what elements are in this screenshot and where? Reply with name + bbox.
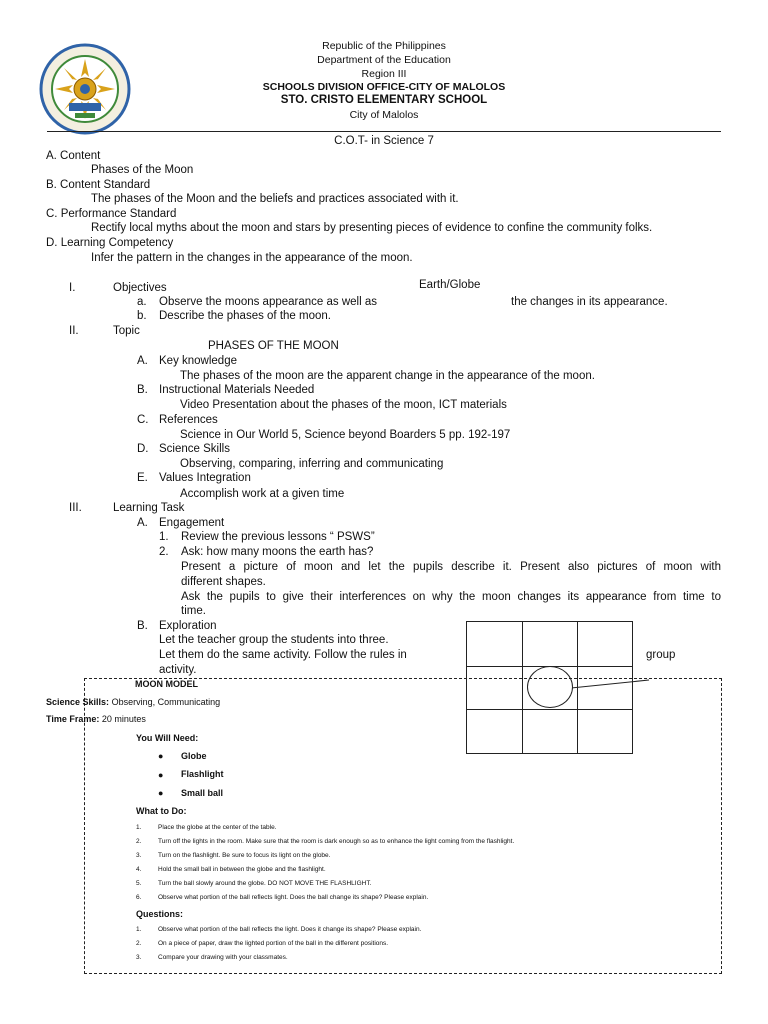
engagement-label: Engagement <box>159 517 225 529</box>
exploration-line-3: activity. <box>159 664 197 676</box>
objectives-number: I. <box>69 282 76 294</box>
exploration-line-2: Let them do the same activity. Follow the rules in <box>159 649 407 661</box>
content-standard-label: B. Content Standard <box>46 179 151 191</box>
header-rule <box>47 131 721 132</box>
performance-standard-text: Rectify local myths about the moon and stars by presenting pieces of evidence to confine the community folks. <box>91 222 653 234</box>
science-skills-number: D. <box>137 443 149 455</box>
engagement-paragraph-1: Present a picture of moon and let the pupils describe it. Present also pictures of moon with <box>181 561 721 573</box>
topic-heading: PHASES OF THE MOON <box>208 340 339 352</box>
engagement-2-text: Ask: how many moons the earth has? <box>181 546 374 558</box>
need-item-globe: Globe <box>181 751 207 761</box>
earth-globe-label: Earth/Globe <box>419 279 481 291</box>
step-number: 5. <box>136 880 142 887</box>
need-bullet-1: ● <box>158 751 164 761</box>
question-number: 2. <box>136 940 142 947</box>
materials-text: Video Presentation about the phases of the moon, ICT materials <box>180 399 507 411</box>
references-text: Science in Our World 5, Science beyond Boarders 5 pp. 192-197 <box>180 429 511 441</box>
objective-b-text: Describe the phases of the moon. <box>159 310 331 322</box>
engagement-paragraph-2-end: time. <box>181 605 206 617</box>
step-item: Hold the small ball in between the globe and the flashlight. <box>158 866 326 873</box>
learning-task-number: III. <box>69 502 82 514</box>
need-item-small-ball: Small ball <box>181 788 224 798</box>
question-number: 1. <box>136 926 142 933</box>
key-knowledge-label: Key knowledge <box>159 355 237 367</box>
materials-label: Instructional Materials Needed <box>159 384 315 396</box>
learning-competency-text: Infer the pattern in the changes in the appearance of the moon. <box>91 252 413 264</box>
header-department: Department of the Education <box>317 54 451 66</box>
engagement-1-number: 1. <box>159 531 169 543</box>
exploration-line-1: Let the teacher group the students into three. <box>159 634 389 646</box>
need-item-flashlight: Flashlight <box>181 769 224 779</box>
engagement-paragraph-1-end: different shapes. <box>181 576 266 588</box>
learning-task-title: Learning Task <box>113 502 185 514</box>
key-knowledge-text: The phases of the moon are the apparent change in the appearance of the moon. <box>180 370 595 382</box>
objective-b-number: b. <box>137 310 147 322</box>
step-item: Turn on the flashlight. Be sure to focus its light on the globe. <box>158 852 331 859</box>
need-bullet-3: ● <box>158 788 164 798</box>
step-number: 3. <box>136 852 142 859</box>
content-label: A. Content <box>46 150 101 162</box>
topic-title: Topic <box>113 325 140 337</box>
values-text: Accomplish work at a given time <box>180 488 345 500</box>
objectives-title: Objectives <box>113 282 167 294</box>
time-frame-key: Time Frame: <box>46 714 100 724</box>
header-republic: Republic of the Philippines <box>322 40 446 52</box>
questions-label: Questions: <box>136 909 184 919</box>
objective-a-tail: the changes in its appearance. <box>511 296 668 308</box>
header-division: SCHOOLS DIVISION OFFICE-CITY OF MALOLOS <box>262 81 506 93</box>
science-skills-text: Observing, comparing, inferring and communicating <box>180 458 444 470</box>
need-label: You Will Need: <box>136 733 199 743</box>
header-region: Region III <box>361 68 407 80</box>
references-label: References <box>159 414 218 426</box>
science-skills-label: Science Skills <box>159 443 230 455</box>
learning-competency-label: D. Learning Competency <box>46 237 174 249</box>
topic-number: II. <box>69 325 79 337</box>
science-skills-value: Observing, Communicating <box>111 697 221 707</box>
engagement-number: A. <box>137 517 148 529</box>
question-item: Observe what portion of the ball reflects the light. Does it change its shape? Please explain. <box>158 926 422 933</box>
step-item: Observe what portion of the ball reflects light. Does the ball change its shape? Please explain. <box>158 894 429 901</box>
step-number: 2. <box>136 838 142 845</box>
step-item: Turn the ball slowly around the globe. DO NOT MOVE THE FLASHLIGHT. <box>158 880 372 887</box>
engagement-paragraph-2: Ask the pupils to give their interferences on why the moon changes its appearance from time to <box>181 591 721 603</box>
values-number: E. <box>137 472 148 484</box>
question-number: 3. <box>136 954 142 961</box>
engagement-2-number: 2. <box>159 546 169 558</box>
exploration-label: Exploration <box>159 620 217 632</box>
references-number: C. <box>137 414 149 426</box>
exploration-line-2-group: group <box>646 649 676 661</box>
performance-standard-label: C. Performance Standard <box>46 208 177 220</box>
values-label: Values Integration <box>159 472 251 484</box>
engagement-1-text: Review the previous lessons “ PSWS” <box>181 531 375 543</box>
time-frame-value: 20 minutes <box>101 714 146 724</box>
science-skills-key: Science Skills: <box>46 697 110 707</box>
question-item: On a piece of paper, draw the lighted portion of the ball in the different positions. <box>158 940 389 947</box>
content-text: Phases of the Moon <box>91 164 194 176</box>
objective-a-number: a. <box>137 296 147 308</box>
need-bullet-2: ● <box>158 770 164 780</box>
header-school: STO. CRISTO ELEMENTARY SCHOOL <box>280 94 488 106</box>
header-city: City of Malolos <box>349 109 419 121</box>
step-item: Turn off the lights in the room. Make sure that the room is dark enough so as to enhance the light coming from the flashlight. <box>158 838 515 845</box>
activity-title: MOON MODEL <box>135 679 198 689</box>
what-to-do-label: What to Do: <box>136 806 187 816</box>
time-frame-row <box>46 714 146 724</box>
question-item: Compare your drawing with your classmates. <box>158 954 288 961</box>
objective-a-text: Observe the moons appearance as well as <box>159 296 377 308</box>
materials-number: B. <box>137 384 148 396</box>
content-standard-text: The phases of the Moon and the beliefs and practices associated with it. <box>91 193 459 205</box>
step-number: 1. <box>136 824 142 831</box>
step-number: 4. <box>136 866 142 873</box>
step-number: 6. <box>136 894 142 901</box>
step-item: Place the globe at the center of the table. <box>158 824 277 831</box>
science-skills-row <box>46 697 220 707</box>
exploration-number: B. <box>137 620 148 632</box>
key-knowledge-number: A. <box>137 355 148 367</box>
doc-title: C.O.T- in Science 7 <box>334 135 434 147</box>
